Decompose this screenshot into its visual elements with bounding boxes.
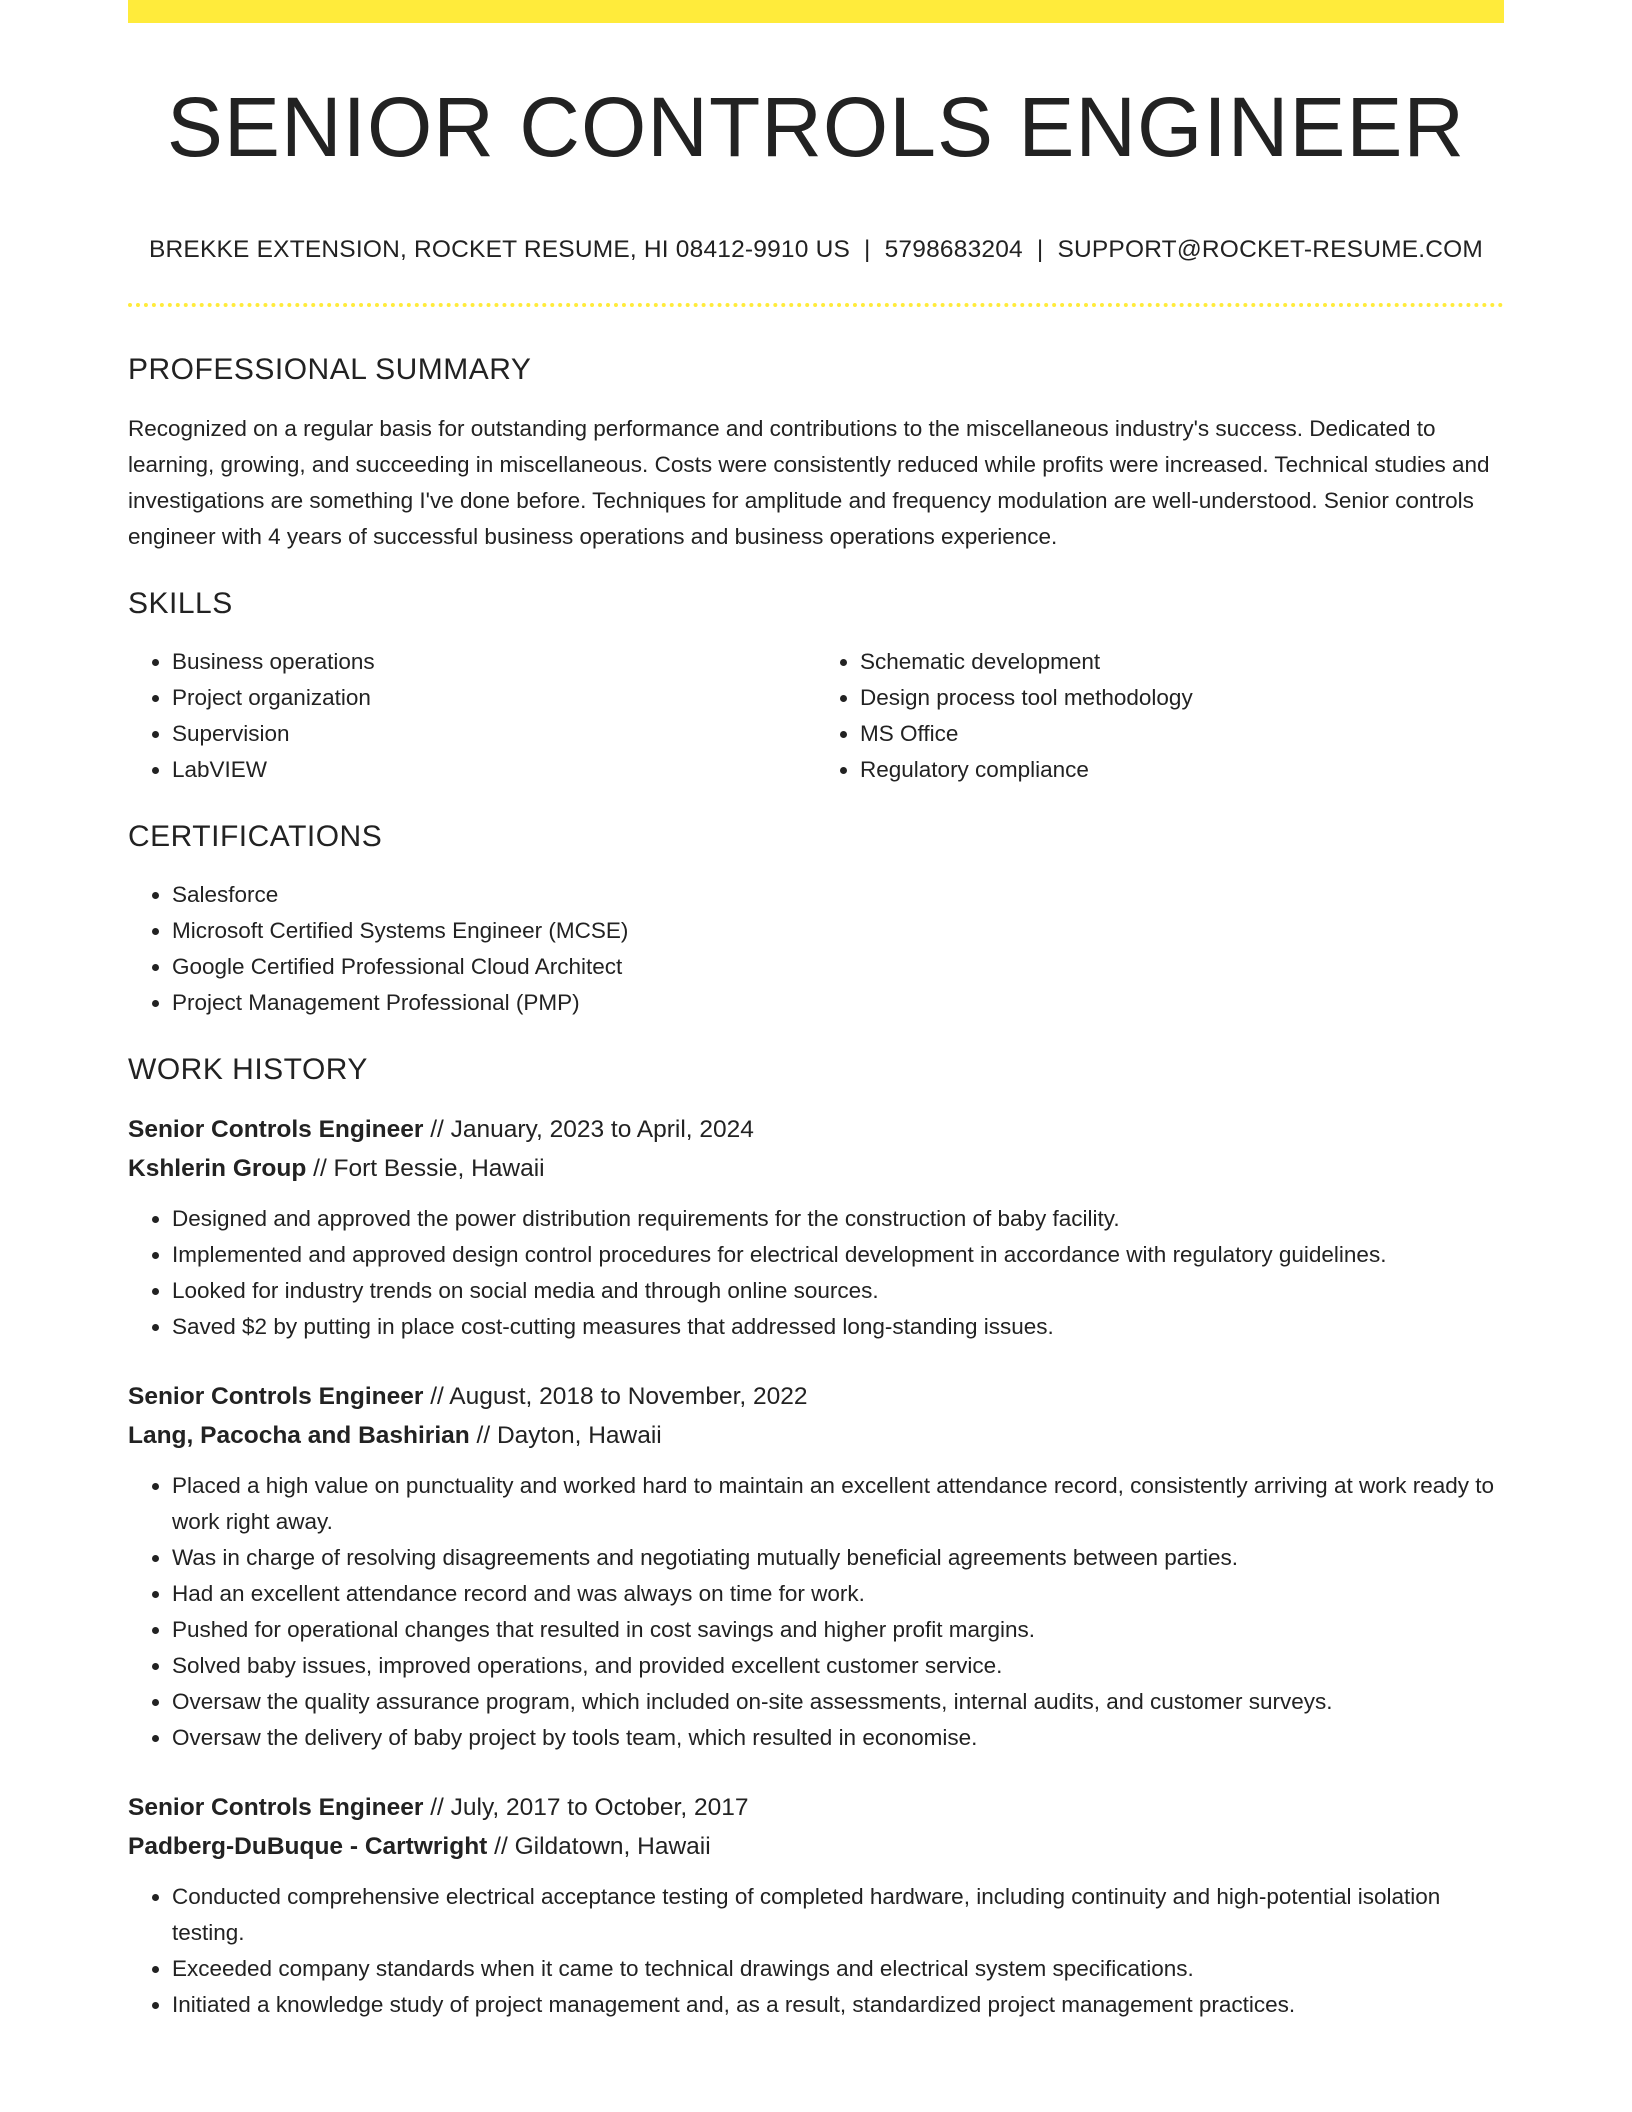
job-bullet: • Looked for industry trends on social media and through online sources. bbox=[172, 1273, 1504, 1309]
certification-item: • Google Certified Professional Cloud Architect bbox=[172, 949, 1504, 985]
skill-item: • Design process tool methodology bbox=[860, 680, 1504, 716]
job-bullet: • Initiated a knowledge study of project management and, as a result, standardized project management practices. bbox=[172, 1987, 1504, 2023]
skill-item: • LabVIEW bbox=[172, 752, 816, 788]
job-role: Senior Controls Engineer bbox=[128, 1116, 424, 1144]
skills-list bbox=[128, 644, 1504, 788]
job-company-line bbox=[128, 1149, 1504, 1188]
job-dates: // July, 2017 to October, 2017 bbox=[423, 1794, 749, 1822]
skills-column-left bbox=[128, 644, 816, 788]
job-bullet: • Saved $2 by putting in place cost-cutting measures that addressed long-standing issues. bbox=[172, 1309, 1504, 1345]
contact-phone: 5798683204 bbox=[884, 236, 1023, 263]
dotted-divider bbox=[128, 303, 1504, 307]
job-company: Lang, Pacocha and Bashirian bbox=[128, 1422, 470, 1450]
job-bullet: • Was in charge of resolving disagreements and negotiating mutually beneficial agreements between parties. bbox=[172, 1540, 1504, 1576]
job-bullet: • Designed and approved the power distribution requirements for the construction of baby facility. bbox=[172, 1201, 1504, 1237]
work-history-heading: WORK HISTORY bbox=[128, 1053, 368, 1087]
accent-bar bbox=[128, 0, 1504, 23]
certification-item: • Microsoft Certified Systems Engineer (MCSE) bbox=[172, 913, 1504, 949]
job-entry bbox=[128, 1110, 1504, 1345]
job-location: // Gildatown, Hawaii bbox=[487, 1833, 711, 1861]
job-bullet: • Oversaw the quality assurance program, which included on-site assessments, internal audits, and customer surveys. bbox=[172, 1684, 1504, 1720]
job-entry bbox=[128, 1377, 1504, 1756]
skill-item: • Regulatory compliance bbox=[860, 752, 1504, 788]
job-bullet: • Placed a high value on punctuality and worked hard to maintain an excellent attendance record, consistently arriving at work ready to work right away. bbox=[172, 1468, 1504, 1540]
job-bullets bbox=[128, 1879, 1504, 2023]
job-bullet: • Had an excellent attendance record and was always on time for work. bbox=[172, 1576, 1504, 1612]
job-title-line bbox=[128, 1110, 1504, 1149]
resume-title: SENIOR CONTROLS ENGINEER bbox=[166, 80, 1466, 174]
job-bullet: • Pushed for operational changes that resulted in cost savings and higher profit margins. bbox=[172, 1612, 1504, 1648]
job-location: // Fort Bessie, Hawaii bbox=[306, 1155, 545, 1183]
summary-text: Recognized on a regular basis for outstanding performance and contributions to the miscellaneous industry's success. Dedicated to learning, growing, and succeeding in miscellaneous. Costs were consistently reduced while profits were increased. Technical studies and investigations are something I've done before. Techniques for amplitude and frequency modulation are well-understood. Senior controls engineer with 4 years of successful business operations and business operations experience. bbox=[128, 416, 1490, 550]
job-title-line bbox=[128, 1377, 1504, 1416]
summary-heading: PROFESSIONAL SUMMARY bbox=[128, 353, 532, 387]
skill-item: • Schematic development bbox=[860, 644, 1504, 680]
job-bullet: • Oversaw the delivery of baby project by tools team, which resulted in economise. bbox=[172, 1720, 1504, 1756]
job-company: Padberg-DuBuque - Cartwright bbox=[128, 1833, 488, 1861]
job-location: // Dayton, Hawaii bbox=[469, 1422, 662, 1450]
contact-separator: | bbox=[1036, 236, 1044, 263]
job-bullet: • Solved baby issues, improved operations, and provided excellent customer service. bbox=[172, 1648, 1504, 1684]
job-bullets bbox=[128, 1201, 1504, 1345]
contact-address: BREKKE EXTENSION, ROCKET RESUME, HI 08412-9910 US bbox=[149, 236, 851, 263]
certification-item: • Project Management Professional (PMP) bbox=[172, 985, 1504, 1021]
skills-column-right bbox=[816, 644, 1504, 788]
contact-line bbox=[128, 235, 1504, 264]
certifications-heading: CERTIFICATIONS bbox=[128, 820, 383, 854]
job-dates: // August, 2018 to November, 2022 bbox=[423, 1383, 808, 1411]
job-bullet: • Exceeded company standards when it came to technical drawings and electrical system specifications. bbox=[172, 1951, 1504, 1987]
job-title-line bbox=[128, 1788, 1504, 1827]
job-company-line bbox=[128, 1827, 1504, 1866]
skill-item: • Project organization bbox=[172, 680, 816, 716]
resume-page bbox=[128, 0, 1504, 2023]
job-entry bbox=[128, 1788, 1504, 2023]
job-role: Senior Controls Engineer bbox=[128, 1794, 424, 1822]
certifications-list bbox=[128, 877, 1504, 1021]
job-company-line bbox=[128, 1416, 1504, 1455]
job-role: Senior Controls Engineer bbox=[128, 1383, 424, 1411]
skill-item: • Business operations bbox=[172, 644, 816, 680]
skill-item: • Supervision bbox=[172, 716, 816, 752]
job-company: Kshlerin Group bbox=[128, 1155, 307, 1183]
job-dates: // January, 2023 to April, 2024 bbox=[423, 1116, 754, 1144]
skills-heading: SKILLS bbox=[128, 587, 233, 621]
skill-item: • MS Office bbox=[860, 716, 1504, 752]
job-bullet: • Conducted comprehensive electrical acceptance testing of completed hardware, including continuity and high-potential isolation testing. bbox=[172, 1879, 1504, 1951]
job-bullet: • Implemented and approved design control procedures for electrical development in accordance with regulatory guidelines. bbox=[172, 1237, 1504, 1273]
certification-item: • Salesforce bbox=[172, 877, 1504, 913]
job-bullets bbox=[128, 1468, 1504, 1756]
contact-separator: | bbox=[864, 236, 871, 263]
contact-email: SUPPORT@ROCKET-RESUME.COM bbox=[1057, 236, 1483, 263]
